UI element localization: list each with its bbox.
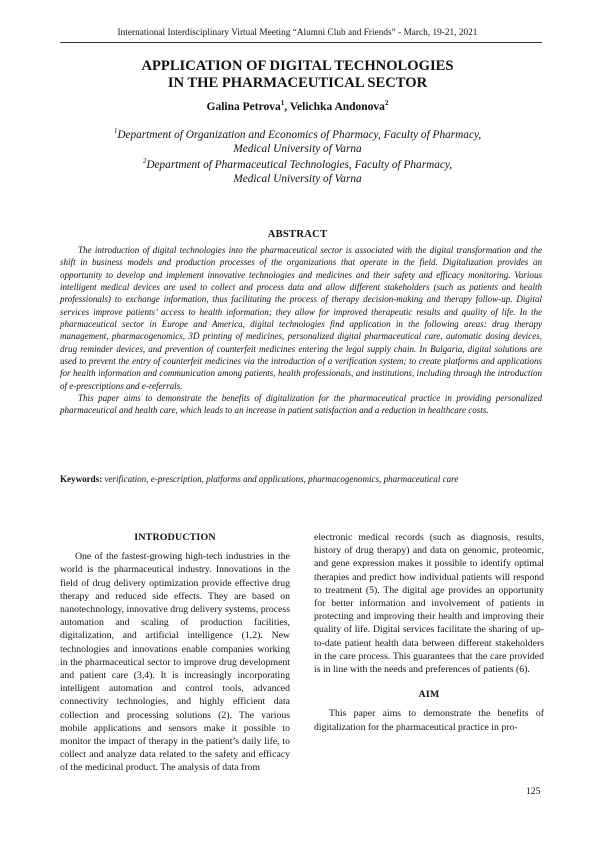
aim-heading: AIM: [418, 689, 440, 701]
abstract-paragraph-2: This paper aims to demonstrate the benefits of digitalization for the pharmaceutical practice in providing personalized pharmaceutical and health care, which leads to an increase in patient satisfaction and a reduction in healthcare costs.: [60, 393, 542, 416]
header-divider: [60, 42, 542, 43]
abstract-body: [60, 244, 542, 417]
introduction-heading: INTRODUCTION: [134, 532, 216, 543]
abstract-paragraph-1: The introduction of digital technologies into the pharmaceutical sector is associated with the digital transformation and the shift in business models and production processes of the organizations that operate in the field. Digitalization provides an opportunity to develop and implement innovative technologies and medicines and their safety and efficacy monitoring. Various intelligent medical devices are used to collect and process data and allow different stakeholders (such as patients and health professionals) to exchange information, thus facilitating the process of therapy decision-making and therapy follow-up. Digital services improve patients’ access to health information; they allow for improved therapeutic results and quality of life. In the pharmaceutical sector in Europe and America, digital technologies find application in the following areas: drug therapy management, pharmacogenomics, 3D printing of medicines, personalized digital pharmaceutical care, automatic dosing devices, drug reminder devices, and prevention of counterfeit medicines entering the legal supply chain. In Bulgaria, digital solutions are used to prevent the entry of counterfeit medicines via the introduction of a verification system; to create platforms and applications for health information and communication among patients, health professionals, and institutions, including through the introduction of e-prescriptions and e-referrals.: [60, 245, 542, 391]
affiliation-marker-2: 2: [142, 157, 147, 165]
author-list: [0, 99, 595, 113]
body-column-right: [314, 531, 544, 734]
affiliation-2-line-1: Department of Pharmaceutical Technologies, Faculty of Pharmacy,: [146, 158, 453, 171]
affiliation-1-line-1: Department of Organization and Economics of Pharmacy, Faculty of Pharmacy,: [117, 128, 482, 141]
title-line-1: APPLICATION OF DIGITAL TECHNOLOGIES: [141, 58, 454, 74]
keywords-label: Keywords:: [60, 474, 103, 484]
page-number: 125: [526, 786, 541, 797]
affiliation-2: [0, 154, 595, 187]
abstract-heading: ABSTRACT: [267, 229, 328, 240]
author-name-2: Velichka Andonova: [289, 100, 385, 113]
keywords: [60, 473, 542, 485]
running-header: International Interdisciplinary Virtual Meeting “Alumni Club and Friends” - March, 19-21, 2021: [117, 27, 478, 37]
author-name-1: Galina Petrova: [206, 100, 281, 113]
author-affil-marker-2: 2: [384, 99, 389, 107]
title-line-2: IN THE PHARMACEUTICAL SECTOR: [167, 75, 428, 91]
keywords-list: verification, e-prescription, platforms and applications, pharmacogenomics, pharmaceutical care: [102, 474, 459, 484]
introduction-paragraph: One of the fastest-growing high-tech industries in the world is the pharmaceutical industry. Innovations in the field of drug delivery optimization provide effective drug therapy and reduced side effects. They are based on nanotechnology, innovative drug delivery systems, process automation and scaling of production facilities, digitalization, and artificial intelligence (1,2). New technologies and innovations enable companies working in the pharmaceutical sector to improve drug development and patient care (3,4). It is increasingly incorporating intelligent automation and control tools, advanced connectivity technologies, and highly efficient data collection and processing solutions (2). The various mobile applications and sensors make it possible to monitor the impact of therapy in the patient’s daily life, to collect and analyze data related to the safety and efficacy of the medicinal product. The analysis of data from: [60, 551, 290, 774]
affiliation-1-line-2: Medical University of Varna: [233, 143, 362, 156]
paper-title: [0, 58, 595, 92]
affiliation-marker-1: 1: [113, 127, 118, 135]
introduction-paragraph-continued: electronic medical records (such as diagnosis, results, history of drug therapy) and data on genomic, proteomic, and gene expression makes it possible to identify optimal therapies and predict how individual patients will respond to treatment (5). The digital age provides an opportunity for better information and involvement of patients in protecting and improving their health and improving their quality of life. Digital services facilitate the sharing of up-to-date patient health data between different stakeholders in the care process. This guarantees that the care provided is in line with the needs and preferences of patients (6).: [314, 532, 544, 676]
body-column-left: [60, 531, 290, 775]
author-affil-marker-1: 1: [280, 99, 285, 107]
affiliation-1: [0, 124, 595, 157]
aim-paragraph: This paper aims to demonstrate the benefits of digitalization for the pharmaceutical practice in pro-: [314, 708, 544, 733]
affiliation-2-line-2: Medical University of Varna: [233, 173, 362, 186]
author-separator: ,: [284, 100, 290, 113]
